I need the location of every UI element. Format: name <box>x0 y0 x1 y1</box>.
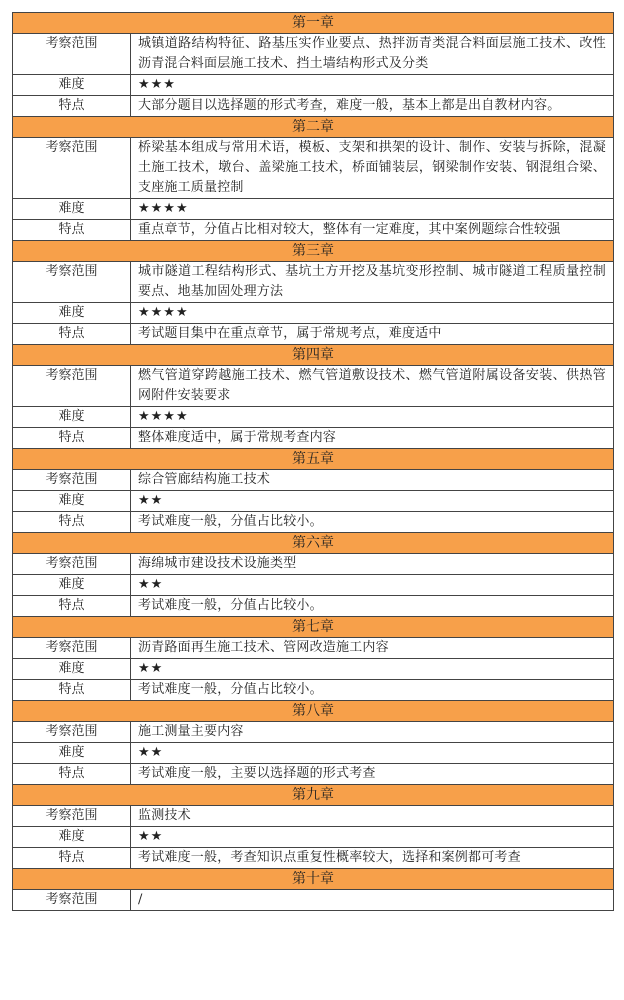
row-value: 重点章节，分值占比相对较大，整体有一定难度，其中案例题综合性较强 <box>131 220 614 241</box>
row-value: 考试题目集中在重点章节，属于常规考点，难度适中 <box>131 324 614 345</box>
row-value: 考试难度一般，分值占比较小。 <box>131 512 614 533</box>
row-label: 考察范围 <box>13 366 131 407</box>
row-label: 考察范围 <box>13 470 131 491</box>
chapter-title: 第五章 <box>13 449 614 470</box>
chapter-header-row <box>13 533 614 554</box>
row-label: 难度 <box>13 303 131 324</box>
chapter-title: 第一章 <box>13 13 614 34</box>
row-label: 特点 <box>13 848 131 869</box>
chapter-header-row <box>13 869 614 890</box>
difficulty-stars: ★★★★ <box>131 303 614 324</box>
chapter-title: 第十章 <box>13 869 614 890</box>
row-label: 特点 <box>13 680 131 701</box>
row-label: 考察范围 <box>13 890 131 911</box>
row-label: 难度 <box>13 199 131 220</box>
table-row <box>13 890 614 911</box>
table-row <box>13 262 614 303</box>
table-row <box>13 138 614 199</box>
row-label: 考察范围 <box>13 554 131 575</box>
row-label: 考察范围 <box>13 34 131 75</box>
table-row <box>13 554 614 575</box>
difficulty-stars: ★★ <box>131 575 614 596</box>
chapter-title: 第三章 <box>13 241 614 262</box>
row-label: 特点 <box>13 428 131 449</box>
table-row <box>13 470 614 491</box>
row-label: 难度 <box>13 743 131 764</box>
table-row <box>13 764 614 785</box>
chapter-header-row <box>13 117 614 138</box>
row-label: 特点 <box>13 764 131 785</box>
row-value: 燃气管道穿跨越施工技术、燃气管道敷设技术、燃气管道附属设备安装、供热管网附件安装要求 <box>131 366 614 407</box>
row-label: 难度 <box>13 827 131 848</box>
row-value: 桥梁基本组成与常用术语，模板、支架和拱架的设计、制作、安装与拆除，混凝土施工技术，墩台、盖梁施工技术，桥面铺装层，钢梁制作安装、钢混组合梁、支座施工质量控制 <box>131 138 614 199</box>
table-row <box>13 303 614 324</box>
table-row <box>13 199 614 220</box>
chapter-title: 第九章 <box>13 785 614 806</box>
table-row <box>13 680 614 701</box>
difficulty-stars: ★★ <box>131 743 614 764</box>
row-label: 特点 <box>13 96 131 117</box>
table-row <box>13 366 614 407</box>
chapter-title: 第二章 <box>13 117 614 138</box>
chapter-title: 第八章 <box>13 701 614 722</box>
row-value: / <box>131 890 614 911</box>
difficulty-stars: ★★ <box>131 827 614 848</box>
table-row <box>13 512 614 533</box>
table-row <box>13 75 614 96</box>
table-row <box>13 596 614 617</box>
row-value: 综合管廊结构施工技术 <box>131 470 614 491</box>
row-label: 考察范围 <box>13 638 131 659</box>
row-label: 难度 <box>13 575 131 596</box>
table-row <box>13 428 614 449</box>
chapter-header-row <box>13 13 614 34</box>
row-label: 特点 <box>13 596 131 617</box>
chapter-header-row <box>13 345 614 366</box>
row-value: 考试难度一般，考查知识点重复性概率较大，选择和案例都可考查 <box>131 848 614 869</box>
row-label: 难度 <box>13 75 131 96</box>
row-label: 难度 <box>13 491 131 512</box>
row-value: 监测技术 <box>131 806 614 827</box>
row-value: 施工测量主要内容 <box>131 722 614 743</box>
table-row <box>13 722 614 743</box>
table-row <box>13 827 614 848</box>
chapter-header-row <box>13 617 614 638</box>
difficulty-stars: ★★★ <box>131 75 614 96</box>
difficulty-stars: ★★★★ <box>131 199 614 220</box>
table-row <box>13 659 614 680</box>
chapter-header-row <box>13 785 614 806</box>
table-body <box>13 13 614 911</box>
row-value: 沥青路面再生施工技术、管网改造施工内容 <box>131 638 614 659</box>
row-value: 整体难度适中，属于常规考查内容 <box>131 428 614 449</box>
row-label: 特点 <box>13 512 131 533</box>
table-row <box>13 575 614 596</box>
chapter-title: 第七章 <box>13 617 614 638</box>
row-label: 考察范围 <box>13 262 131 303</box>
row-label: 特点 <box>13 324 131 345</box>
row-value: 城镇道路结构特征、路基压实作业要点、热拌沥青类混合料面层施工技术、改性沥青混合料面层施工技术、挡土墙结构形式及分类 <box>131 34 614 75</box>
row-value: 城市隧道工程结构形式、基坑土方开挖及基坑变形控制、城市隧道工程质量控制要点、地基加固处理方法 <box>131 262 614 303</box>
row-value: 海绵城市建设技术设施类型 <box>131 554 614 575</box>
row-value: 考试难度一般，分值占比较小。 <box>131 596 614 617</box>
row-value: 大部分题目以选择题的形式考查，难度一般，基本上都是出自教材内容。 <box>131 96 614 117</box>
difficulty-stars: ★★ <box>131 659 614 680</box>
row-label: 难度 <box>13 407 131 428</box>
row-label: 考察范围 <box>13 722 131 743</box>
table-row <box>13 324 614 345</box>
table-row <box>13 220 614 241</box>
table-row <box>13 638 614 659</box>
chapter-header-row <box>13 449 614 470</box>
chapter-header-row <box>13 241 614 262</box>
difficulty-stars: ★★★★ <box>131 407 614 428</box>
table-row <box>13 407 614 428</box>
chapter-title: 第四章 <box>13 345 614 366</box>
row-label: 难度 <box>13 659 131 680</box>
chapter-title: 第六章 <box>13 533 614 554</box>
table-row <box>13 34 614 75</box>
row-label: 考察范围 <box>13 138 131 199</box>
row-label: 考察范围 <box>13 806 131 827</box>
difficulty-stars: ★★ <box>131 491 614 512</box>
table-row <box>13 491 614 512</box>
table-row <box>13 848 614 869</box>
chapter-summary-table <box>12 12 614 911</box>
table-row <box>13 743 614 764</box>
row-value: 考试难度一般，主要以选择题的形式考查 <box>131 764 614 785</box>
chapter-header-row <box>13 701 614 722</box>
row-value: 考试难度一般，分值占比较小。 <box>131 680 614 701</box>
row-label: 特点 <box>13 220 131 241</box>
table-row <box>13 806 614 827</box>
table-row <box>13 96 614 117</box>
